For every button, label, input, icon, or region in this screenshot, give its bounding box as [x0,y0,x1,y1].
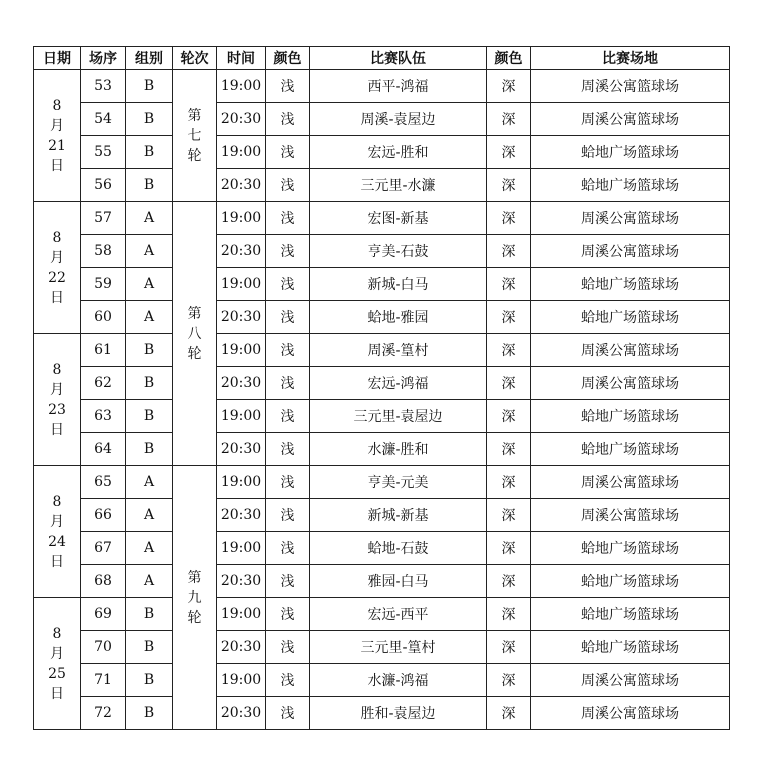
match-row [34,202,730,235]
header-match-no: 场序 [81,47,126,70]
time-cell: 20:30 [217,235,266,268]
venue-cell: 周溪公寓篮球场 [531,70,730,103]
teams-cell: 亨美-元美 [310,466,487,499]
group-cell: A [126,499,173,532]
away-color-cell: 深 [487,631,531,664]
group-cell: A [126,235,173,268]
home-color-cell: 浅 [266,103,310,136]
date-cell [34,70,81,202]
group-cell: B [126,136,173,169]
group-cell: B [126,367,173,400]
away-color-cell: 深 [487,664,531,697]
header-round: 轮次 [173,47,217,70]
header-date: 日期 [34,47,81,70]
date-line: 月 [50,117,64,134]
date-cell [34,466,81,598]
time-cell: 19:00 [217,334,266,367]
home-color-cell: 浅 [266,202,310,235]
time-cell: 19:00 [217,268,266,301]
match-no-cell: 55 [81,136,126,169]
away-color-cell: 深 [487,103,531,136]
time-cell: 20:30 [217,631,266,664]
date-line: 8 [52,361,62,378]
header-color-away: 颜色 [487,47,531,70]
date-line: 8 [52,493,62,510]
match-row [34,565,730,598]
teams-cell: 宏远-胜和 [310,136,487,169]
away-color-cell: 深 [487,235,531,268]
date-line: 日 [50,421,64,438]
date-line: 月 [50,513,64,530]
group-cell: B [126,631,173,664]
teams-cell: 周溪-袁屋边 [310,103,487,136]
header-venue: 比赛场地 [531,47,730,70]
time-cell: 20:30 [217,565,266,598]
round-label-line: 轮 [187,345,202,362]
match-row [34,235,730,268]
teams-cell: 雅园-白马 [310,565,487,598]
round-label-line: 七 [187,127,202,144]
time-cell: 20:30 [217,499,266,532]
schedule-body [34,70,730,730]
time-cell: 19:00 [217,70,266,103]
away-color-cell: 深 [487,136,531,169]
match-no-cell: 70 [81,631,126,664]
teams-cell: 西平-鸿福 [310,70,487,103]
match-no-cell: 65 [81,466,126,499]
date-line: 24 [48,533,66,550]
schedule-table [33,46,730,730]
match-no-cell: 62 [81,367,126,400]
venue-cell: 蛤地广场篮球场 [531,532,730,565]
away-color-cell: 深 [487,466,531,499]
group-cell: B [126,334,173,367]
match-row [34,631,730,664]
group-cell: A [126,532,173,565]
group-cell: B [126,433,173,466]
venue-cell: 蛤地广场篮球场 [531,301,730,334]
match-row [34,268,730,301]
home-color-cell: 浅 [266,598,310,631]
match-row [34,499,730,532]
group-cell: A [126,466,173,499]
group-cell: B [126,664,173,697]
time-cell: 19:00 [217,598,266,631]
venue-cell: 周溪公寓篮球场 [531,697,730,730]
away-color-cell: 深 [487,268,531,301]
round-label-line: 轮 [187,147,202,164]
date-line: 月 [50,381,64,398]
venue-cell: 周溪公寓篮球场 [531,202,730,235]
venue-cell: 周溪公寓篮球场 [531,664,730,697]
venue-cell: 周溪公寓篮球场 [531,499,730,532]
round-label-line: 第 [187,569,202,586]
date-cell [34,202,81,334]
away-color-cell: 深 [487,70,531,103]
group-cell: B [126,400,173,433]
match-row [34,301,730,334]
away-color-cell: 深 [487,301,531,334]
match-no-cell: 72 [81,697,126,730]
round-label-line: 九 [187,589,202,606]
date-line: 25 [48,665,66,682]
teams-cell: 新城-新基 [310,499,487,532]
time-cell: 20:30 [217,103,266,136]
match-row [34,70,730,103]
round-label-line: 八 [187,325,202,342]
away-color-cell: 深 [487,433,531,466]
time-cell: 19:00 [217,532,266,565]
venue-cell: 蛤地广场篮球场 [531,565,730,598]
date-line: 日 [50,157,64,174]
teams-cell: 三元里-水濂 [310,169,487,202]
time-cell: 19:00 [217,466,266,499]
time-cell: 19:00 [217,136,266,169]
time-cell: 19:00 [217,664,266,697]
match-row [34,103,730,136]
home-color-cell: 浅 [266,169,310,202]
home-color-cell: 浅 [266,268,310,301]
venue-cell: 蛤地广场篮球场 [531,433,730,466]
home-color-cell: 浅 [266,664,310,697]
group-cell: B [126,598,173,631]
away-color-cell: 深 [487,565,531,598]
round-label-line: 第 [187,107,202,124]
home-color-cell: 浅 [266,301,310,334]
venue-cell: 周溪公寓篮球场 [531,367,730,400]
header-color-home: 颜色 [266,47,310,70]
time-cell: 20:30 [217,367,266,400]
match-row [34,697,730,730]
time-cell: 20:30 [217,301,266,334]
time-cell: 20:30 [217,169,266,202]
date-line: 21 [48,137,66,154]
home-color-cell: 浅 [266,433,310,466]
match-no-cell: 54 [81,103,126,136]
group-cell: A [126,301,173,334]
date-line: 日 [50,553,64,570]
date-line: 月 [50,249,64,266]
group-cell: A [126,202,173,235]
date-line: 8 [52,229,62,246]
round-label [173,304,216,364]
home-color-cell: 浅 [266,136,310,169]
match-row [34,334,730,367]
date-line: 23 [48,401,66,418]
home-color-cell: 浅 [266,235,310,268]
match-row [34,664,730,697]
round-label-line: 第 [187,305,202,322]
date-line: 日 [50,289,64,306]
match-row [34,532,730,565]
venue-cell: 蛤地广场篮球场 [531,169,730,202]
venue-cell: 蛤地广场篮球场 [531,268,730,301]
teams-cell: 胜和-袁屋边 [310,697,487,730]
match-no-cell: 58 [81,235,126,268]
date-line: 月 [50,645,64,662]
home-color-cell: 浅 [266,532,310,565]
venue-cell: 蛤地广场篮球场 [531,136,730,169]
group-cell: B [126,70,173,103]
header-teams: 比赛队伍 [310,47,487,70]
time-cell: 19:00 [217,202,266,235]
match-row [34,598,730,631]
group-cell: B [126,169,173,202]
teams-cell: 水濂-胜和 [310,433,487,466]
away-color-cell: 深 [487,499,531,532]
venue-cell: 周溪公寓篮球场 [531,334,730,367]
home-color-cell: 浅 [266,400,310,433]
away-color-cell: 深 [487,334,531,367]
date-line: 日 [50,685,64,702]
match-no-cell: 60 [81,301,126,334]
header-row [34,47,730,70]
teams-cell: 周溪-篁村 [310,334,487,367]
away-color-cell: 深 [487,532,531,565]
match-no-cell: 63 [81,400,126,433]
header-time: 时间 [217,47,266,70]
match-no-cell: 56 [81,169,126,202]
home-color-cell: 浅 [266,70,310,103]
round-label [173,106,216,166]
date-line: 22 [48,269,66,286]
round-label-line: 轮 [187,609,202,626]
match-no-cell: 57 [81,202,126,235]
venue-cell: 蛤地广场篮球场 [531,400,730,433]
away-color-cell: 深 [487,598,531,631]
date-line: 8 [52,625,62,642]
home-color-cell: 浅 [266,565,310,598]
home-color-cell: 浅 [266,334,310,367]
away-color-cell: 深 [487,367,531,400]
teams-cell: 水濂-鸿福 [310,664,487,697]
teams-cell: 三元里-篁村 [310,631,487,664]
match-no-cell: 53 [81,70,126,103]
home-color-cell: 浅 [266,367,310,400]
match-no-cell: 68 [81,565,126,598]
match-no-cell: 69 [81,598,126,631]
match-no-cell: 59 [81,268,126,301]
group-cell: A [126,268,173,301]
time-cell: 20:30 [217,433,266,466]
match-no-cell: 71 [81,664,126,697]
date-cell [34,598,81,730]
match-no-cell: 66 [81,499,126,532]
venue-cell: 蛤地广场篮球场 [531,598,730,631]
round-cell [173,305,217,466]
away-color-cell: 深 [487,400,531,433]
group-cell: A [126,565,173,598]
venue-cell: 周溪公寓篮球场 [531,466,730,499]
teams-cell: 宏图-新基 [310,202,487,235]
time-cell: 19:00 [217,400,266,433]
home-color-cell: 浅 [266,631,310,664]
time-cell: 20:30 [217,697,266,730]
date-cell [34,334,81,466]
away-color-cell: 深 [487,697,531,730]
match-row [34,433,730,466]
teams-cell: 蛤地-石鼓 [310,532,487,565]
away-color-cell: 深 [487,169,531,202]
home-color-cell: 浅 [266,499,310,532]
teams-cell: 宏远-西平 [310,598,487,631]
match-row [34,400,730,433]
teams-cell: 三元里-袁屋边 [310,400,487,433]
match-no-cell: 61 [81,334,126,367]
match-row [34,466,730,499]
home-color-cell: 浅 [266,466,310,499]
match-no-cell: 67 [81,532,126,565]
venue-cell: 蛤地广场篮球场 [531,631,730,664]
match-no-cell: 64 [81,433,126,466]
match-row [34,367,730,400]
venue-cell: 周溪公寓篮球场 [531,235,730,268]
round-label [173,568,216,628]
teams-cell: 蛤地-雅园 [310,301,487,334]
round-cell [173,569,217,730]
round-cell [173,70,217,202]
group-cell: B [126,697,173,730]
away-color-cell: 深 [487,202,531,235]
teams-cell: 宏远-鸿福 [310,367,487,400]
venue-cell: 周溪公寓篮球场 [531,103,730,136]
group-cell: B [126,103,173,136]
header-group: 组别 [126,47,173,70]
date-line: 8 [52,97,62,114]
match-row [34,136,730,169]
home-color-cell: 浅 [266,697,310,730]
teams-cell: 亨美-石鼓 [310,235,487,268]
match-row [34,169,730,202]
teams-cell: 新城-白马 [310,268,487,301]
